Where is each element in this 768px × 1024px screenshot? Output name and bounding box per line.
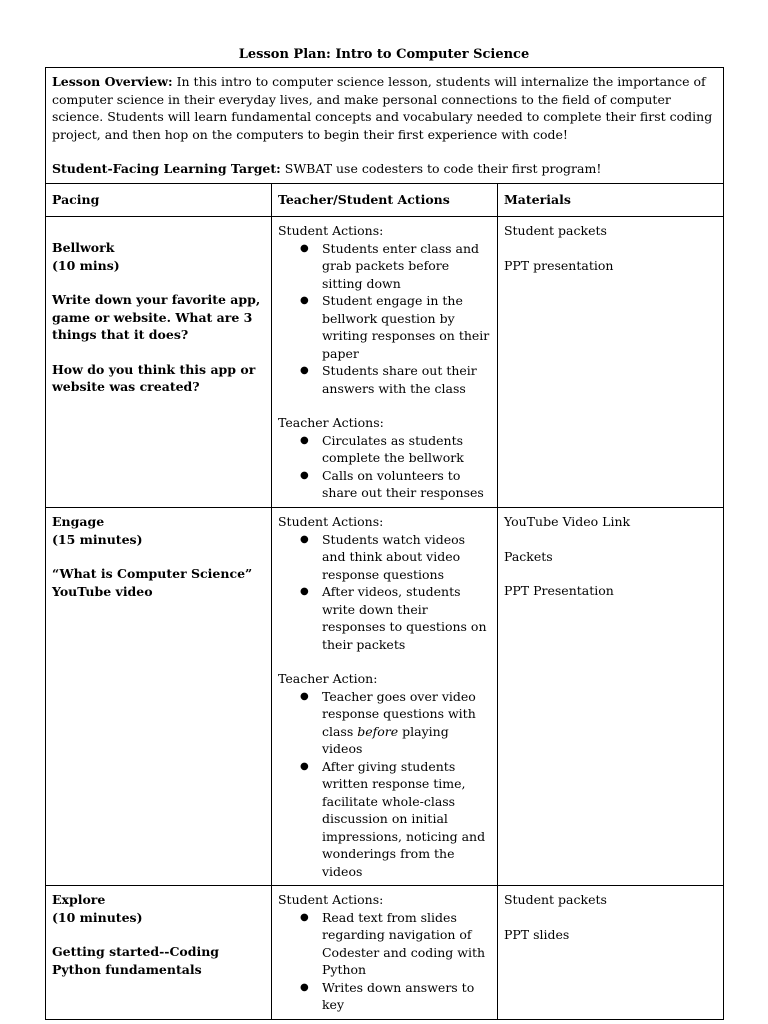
list-item: ● Calls on volunteers to share out their responses (322, 467, 491, 502)
document-title: Lesson Plan: Intro to Computer Science (238, 47, 530, 62)
phase-name: Explore (10 minutes) (52, 892, 143, 925)
material-item: Packets (503, 548, 553, 564)
header-actions: Teacher/Student Actions (271, 183, 497, 217)
actions-cell (271, 886, 497, 1020)
list-item: ● Students enter class and grab packets before sitting down (322, 240, 491, 293)
material-item: YouTube Video Link (503, 514, 631, 529)
list-item: ● Student engage in the bellwork question by writing responses on their paper (322, 292, 491, 362)
actions-cell (271, 217, 497, 508)
teacher-actions-label: Teacher Actions: (277, 415, 384, 430)
teacher-actions-list (278, 432, 491, 502)
student-actions-list (278, 240, 491, 398)
list-item: ● Students watch videos and think about video response questions (322, 531, 491, 584)
materials-cell (497, 217, 723, 508)
table-row-engage (46, 508, 724, 886)
phase-name: Engage (15 minutes) (52, 514, 143, 547)
header-row (46, 183, 724, 217)
student-actions-list (278, 909, 491, 1014)
student-actions-list (278, 531, 491, 654)
lesson-overview (52, 73, 717, 143)
overview-text: In this intro to computer science lesson, students will internalize the importance of computer science in their everyday lives, and make personal connections to the field of computer science. Students will learn fundamental concepts and vocabulary needed to complete their first coding project, and then hop on the computers to begin their first experience with code! (52, 74, 713, 142)
pacing-note: Getting started--Coding Python fundamentals (52, 944, 220, 977)
material-item: PPT slides (503, 926, 570, 942)
list-item: ● After giving students written response time, facilitate whole-class discussion on initial impressions, noticing and wonderings from the videos (322, 758, 491, 881)
table-row-explore (46, 886, 724, 1020)
target-label: Student-Facing Learning Target: (52, 161, 281, 176)
learning-target (52, 160, 717, 178)
list-item: ● Read text from slides regarding navigation of Codester and coding with Python (322, 909, 491, 979)
header-materials: Materials (497, 183, 723, 217)
overview-cell (46, 68, 724, 184)
pacing-note: Write down your favorite app, game or website. What are 3 things that it does? (52, 292, 261, 342)
teacher-actions-label: Teacher Action: (277, 671, 378, 686)
materials-cell (497, 508, 723, 886)
list-item: ● After videos, students write down their responses to questions on their packets (322, 583, 491, 653)
pacing-cell (46, 886, 272, 1020)
target-text: SWBAT use codesters to code their first program! (280, 161, 602, 176)
pacing-note: How do you think this app or website was created? (52, 361, 256, 394)
list-item: ● Circulates as students complete the bellwork (322, 432, 491, 467)
table-row-bellwork (46, 217, 724, 508)
material-item: Student packets (503, 892, 607, 907)
list-item: ● Teacher goes over video response questions with class before playing videos (322, 688, 491, 758)
header-pacing: Pacing (46, 183, 272, 217)
teacher-actions-list (278, 688, 491, 881)
list-item: ● Writes down answers to key (322, 979, 491, 1014)
lesson-plan-table (45, 67, 724, 1020)
actions-cell (271, 508, 497, 886)
overview-label: Lesson Overview: (52, 74, 173, 89)
student-actions-label: Student Actions: (277, 892, 384, 907)
list-item: ● Students share out their answers with the class (322, 362, 491, 397)
student-actions-label: Student Actions: (277, 223, 384, 238)
pacing-note: “What is Computer Science” YouTube video (52, 566, 253, 599)
pacing-cell (46, 217, 272, 508)
phase-name: Bellwork (10 mins) (52, 240, 120, 273)
overview-row (46, 68, 724, 184)
material-item: PPT presentation (503, 257, 614, 273)
material-item: PPT Presentation (503, 583, 614, 598)
pacing-cell (46, 508, 272, 886)
material-item: Student packets (503, 223, 607, 238)
student-actions-label: Student Actions: (277, 514, 384, 529)
materials-cell (497, 886, 723, 1020)
